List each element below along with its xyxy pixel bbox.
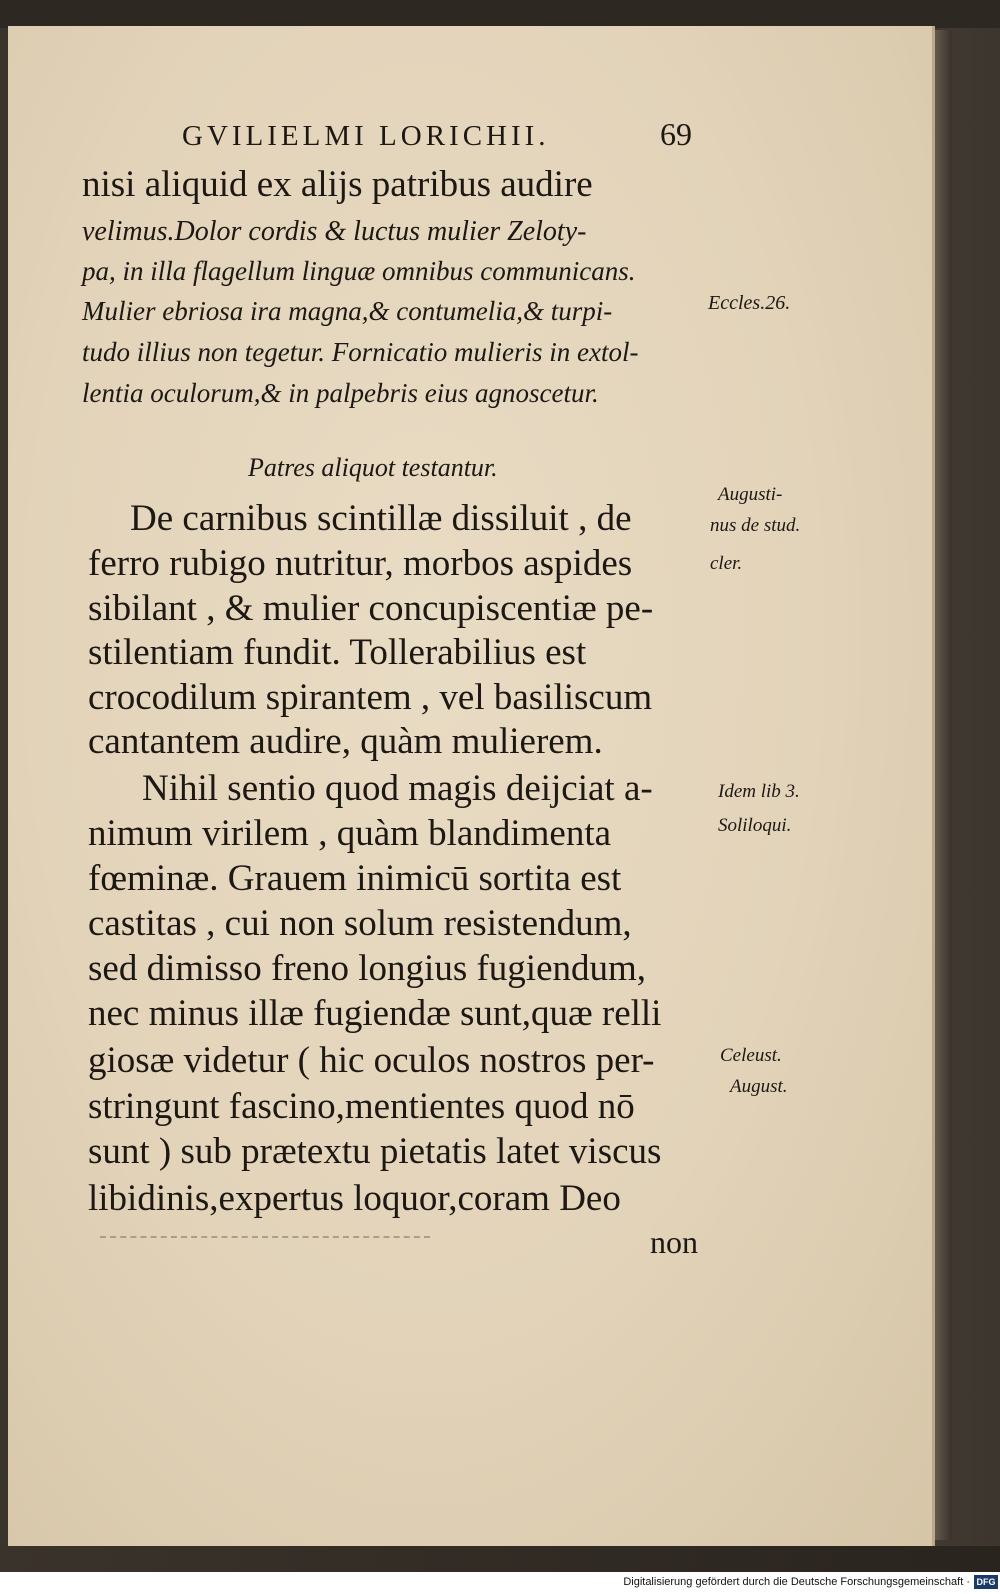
faint-print-rule: [100, 1236, 430, 1240]
text-line: cantantem audire, quàm mulierem.: [88, 721, 603, 762]
text-line: nisi aliquid ex alijs patribus audire: [82, 164, 593, 205]
text-line: stringunt fascino,mentientes quod nō: [88, 1086, 635, 1127]
text-line: sibilant , & mulier concupiscentiæ pe-: [88, 588, 654, 629]
text-line: pa, in illa flagellum linguæ omnibus communicans.: [82, 256, 636, 286]
text-line: fœminæ. Grauem inimicū sortita est: [88, 858, 622, 899]
text-line: nec minus illæ fugiendæ sunt,quæ relli: [88, 993, 662, 1034]
text-line: lentia oculorum,& in palpebris eius agnoscetur.: [82, 378, 599, 408]
text-line: castitas , cui non solum resistendum,: [88, 903, 632, 944]
digitization-footer: [0, 1572, 1000, 1594]
dfg-logo-icon: DFG: [974, 1575, 998, 1589]
marginal-note: nus de stud.: [710, 515, 801, 536]
marginal-note: Celeust.: [720, 1045, 782, 1066]
marginal-note: cler.: [710, 553, 743, 574]
catchword: non: [650, 1224, 698, 1260]
text-line: ferro rubigo nutritur, morbos aspides: [88, 543, 633, 584]
marginal-note: Soliloqui.: [718, 815, 792, 836]
text-line: sed dimisso freno longius fugiendum,: [88, 948, 647, 989]
text-line: Mulier ebriosa ira magna,& contumelia,& turpi-: [82, 296, 613, 326]
text-line: velimus.Dolor cordis & luctus mulier Zeloty-: [82, 216, 587, 247]
section-subheading: Patres aliquot testantur.: [248, 453, 498, 482]
text-line: stilentiam fundit. Tollerabilius est: [88, 632, 587, 673]
text-line: Nihil sentio quod magis deijciat a-: [142, 768, 653, 809]
scan-bottom-strip: [0, 1546, 1000, 1572]
text-line: De carnibus scintillæ dissiluit , de: [130, 498, 632, 539]
page-number: 69: [660, 116, 692, 152]
text-line: tudo illius non tegetur. Fornicatio mulieris in extol-: [82, 337, 639, 367]
text-line: libidinis,expertus loquor,coram Deo: [88, 1178, 621, 1219]
funding-credit: Digitalisierung gefördert durch die Deutsche Forschungsgemeinschaft ·: [623, 1576, 970, 1588]
running-title: GVILIELMI LORICHII.: [182, 120, 550, 152]
marginal-note: Idem lib 3.: [718, 781, 800, 802]
scan-top-strip: [0, 0, 1000, 28]
text-line: sunt ) sub prætextu pietatis latet viscus: [88, 1131, 662, 1172]
book-page-edge: [932, 30, 952, 1540]
marginal-note: Eccles.26.: [708, 292, 791, 314]
text-line: giosæ videtur ( hic oculos nostros per-: [88, 1040, 655, 1081]
text-line: crocodilum spirantem , vel basiliscum: [88, 677, 653, 718]
text-line: nimum virilem , quàm blandimenta: [88, 813, 612, 854]
marginal-note: August.: [730, 1076, 788, 1097]
marginal-note: Augusti-: [718, 484, 783, 505]
